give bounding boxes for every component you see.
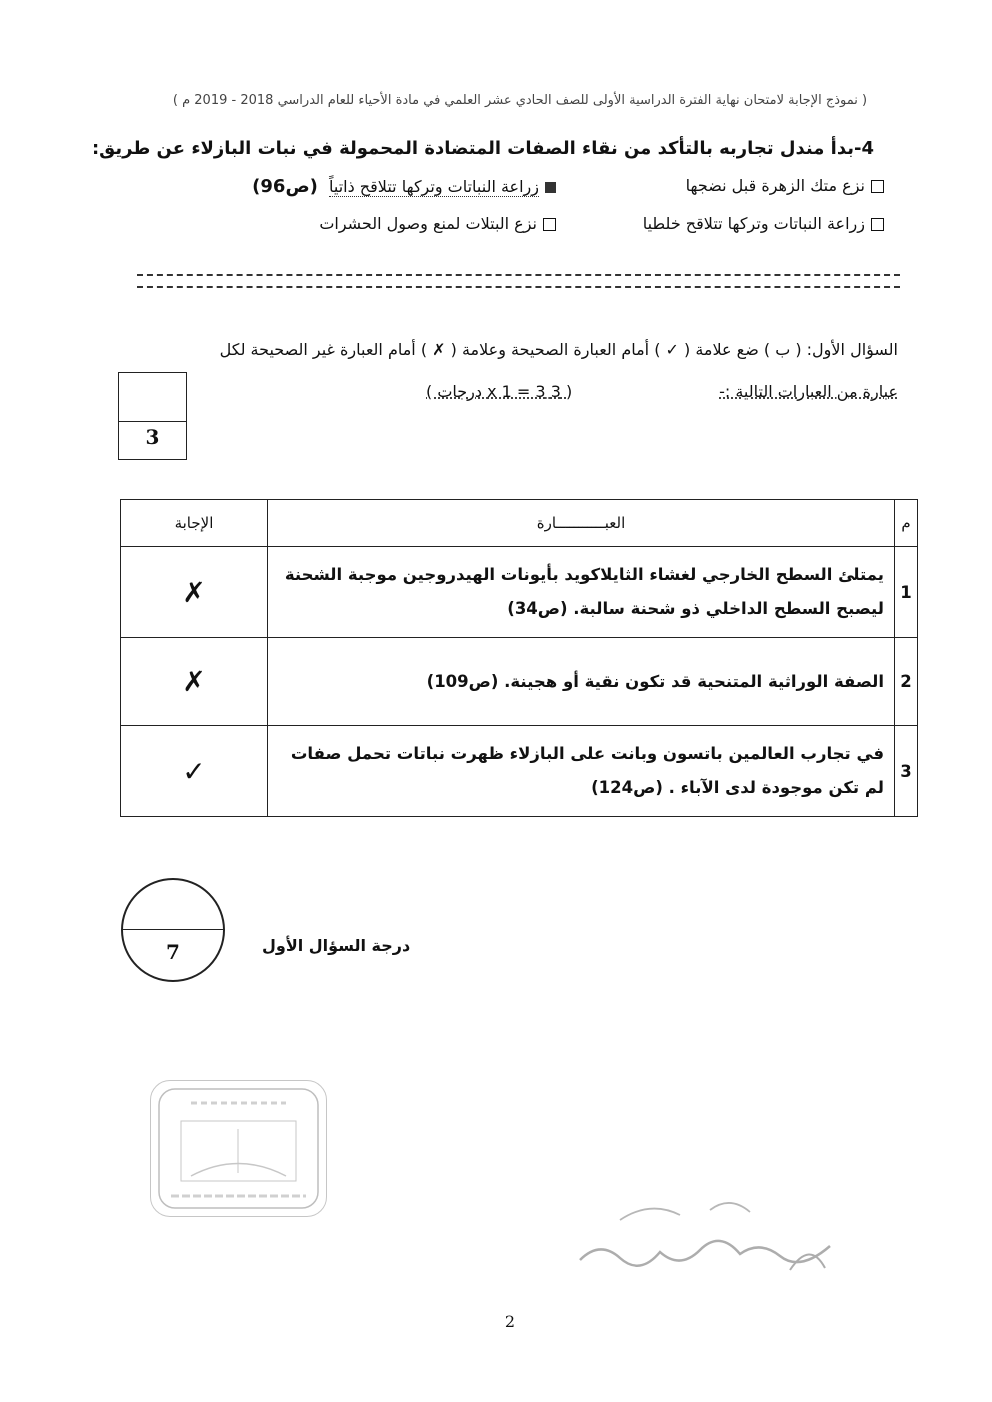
checkbox-icon[interactable] (871, 180, 884, 193)
circle-divider (123, 929, 223, 930)
header-statement: العبـــــــــــارة (268, 500, 895, 547)
row-statement: في تجارب العالمين باتسون وبانت على البازلاء ظهرت نباتات تحمل صفات لم تكن موجودة لدى الآباء . (ص124) (268, 726, 895, 817)
signature-graphic (560, 1180, 850, 1290)
question-1-instruction-cont: عبارة من العبارات التالية :- (719, 382, 898, 401)
section-separator (137, 274, 900, 288)
q4-option-4-label: نزع البتلات لمنع وصول الحشرات (319, 214, 537, 233)
q4-option-3[interactable] (643, 214, 884, 233)
row-statement: الصفة الوراثية المتنحية قد تكون نقية أو هجينة. (ص109) (268, 638, 895, 726)
supervisor-signature (560, 1180, 850, 1290)
q4-option-2-label: زراعة النباتات وتركها تتلاقح ذاتياً (328, 177, 539, 196)
question-1-instruction: السؤال الأول: ( ب ) ضع علامة ( ✓ ) أمام العبارة الصحيحة وعلامة ( ✗ ) أمام العبارة غير الصحيحة لكل (219, 340, 898, 359)
table-row (121, 547, 918, 638)
q4-option-3-label: زراعة النباتات وتركها تتلاقح خلطيا (642, 214, 865, 233)
row-num: 3 (895, 726, 918, 817)
cross-mark-icon: ✗ (121, 547, 268, 638)
score-box (118, 372, 187, 460)
cross-mark-icon: ✗ (121, 638, 268, 726)
header-num: م (895, 500, 918, 547)
checked-box-icon[interactable] (545, 182, 556, 193)
table-row (121, 726, 918, 817)
question-4-stem: 4-بدأ مندل تجاربه بالتأكد من نقاء الصفات المتضادة المحمولة في نبات البازلاء عن طريق: (91, 138, 874, 159)
score-box-divider (119, 421, 186, 422)
answers-table (120, 499, 918, 817)
total-grade-circle (121, 878, 225, 982)
checkbox-icon[interactable] (871, 218, 884, 231)
row-num: 2 (895, 638, 918, 726)
q4-option-4[interactable] (319, 214, 556, 233)
q4-option-1-label: نزع متك الزهرة قبل نضجها (685, 176, 865, 195)
total-grade-value: 7 (166, 940, 180, 964)
row-num: 1 (895, 547, 918, 638)
page-number: 2 (504, 1312, 516, 1331)
q4-option-1[interactable] (686, 176, 884, 195)
score-value: 3 (145, 425, 160, 449)
header-answer: الإجابة (121, 500, 268, 547)
checkbox-icon[interactable] (543, 218, 556, 231)
row-statement: يمتلئ السطح الخارجي لغشاء الثايلاكويد بأيونات الهيدروجين موجبة الشحنة ليصبح السطح الداخلي ذو شحنة سالبة. (ص34) (268, 547, 895, 638)
stamp-graphic (151, 1081, 326, 1216)
official-stamp (150, 1080, 327, 1217)
check-mark-icon: ✓ (121, 726, 268, 817)
exam-header: ( نموذج الإجابة لامتحان نهاية الفترة الدراسية الأولى للصف الحادي عشر العلمي في مادة الأحياء للعام الدراسي 2018 - 2019 م ) (172, 93, 868, 108)
table-row (121, 638, 918, 726)
table-header-row (121, 500, 918, 547)
total-grade-label: درجة السؤال الأول (262, 936, 411, 955)
q4-option-2[interactable] (252, 176, 556, 197)
question-1-marks: ( 3 x 1 = 3 درجات ) (426, 382, 573, 401)
q4-option-2-ref: (ص96) (252, 176, 318, 197)
